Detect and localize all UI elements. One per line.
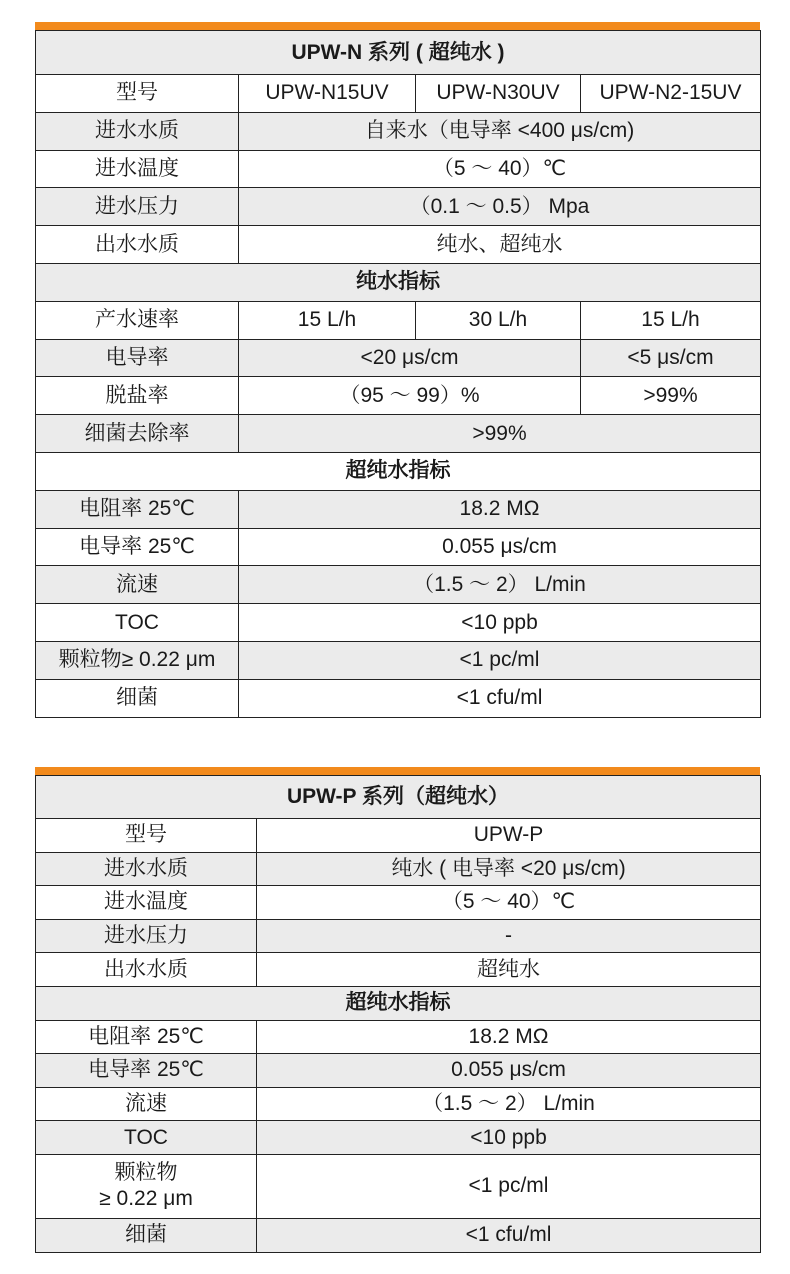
row-label: TOC xyxy=(36,604,239,642)
row-value: <1 pc/ml xyxy=(257,1154,761,1218)
model-n15uv: UPW-N15UV xyxy=(239,75,416,113)
row-value: 超纯水 xyxy=(257,953,761,987)
pure-water-section-header: 纯水指标 xyxy=(36,263,761,301)
row-label: 出水水质 xyxy=(36,226,239,264)
table-row xyxy=(36,490,761,528)
table-row xyxy=(36,1154,761,1218)
flow-rate-n30uv: 30 L/h xyxy=(416,301,581,339)
row-value: <1 cfu/ml xyxy=(257,1218,761,1252)
upw-p-spec-block xyxy=(35,767,760,1253)
particles-label xyxy=(36,1154,257,1218)
conductivity-value-b: <5 μs/cm xyxy=(581,339,761,377)
model-upw-p: UPW-P xyxy=(257,819,761,853)
table-row xyxy=(36,1087,761,1121)
table-row xyxy=(36,604,761,642)
row-value: <1 cfu/ml xyxy=(239,679,761,717)
row-value: 18.2 MΩ xyxy=(257,1020,761,1054)
row-label: 电导率 xyxy=(36,339,239,377)
ultra-pure-section-header: 超纯水指标 xyxy=(36,986,761,1020)
row-label: TOC xyxy=(36,1121,257,1155)
row-label: 进水温度 xyxy=(36,886,257,920)
row-label: 电阻率 25℃ xyxy=(36,490,239,528)
upw-n-spec-block xyxy=(35,22,760,718)
upw-n-accent-bar xyxy=(35,22,760,30)
table-row xyxy=(36,377,761,415)
table-row xyxy=(36,1020,761,1054)
row-label: 进水水质 xyxy=(36,112,239,150)
section-header-row xyxy=(36,452,761,490)
table-row xyxy=(36,188,761,226)
upw-p-title-row xyxy=(36,776,761,819)
section-header-row xyxy=(36,263,761,301)
table-row xyxy=(36,226,761,264)
conductivity-value-a: <20 μs/cm xyxy=(239,339,581,377)
ultra-pure-section-header: 超纯水指标 xyxy=(36,452,761,490)
table-row xyxy=(36,919,761,953)
model-label: 型号 xyxy=(36,75,239,113)
table-row xyxy=(36,339,761,377)
row-value: 自来水（电导率 <400 μs/cm) xyxy=(239,112,761,150)
row-value: （1.5 ～ 2） L/min xyxy=(239,566,761,604)
flow-rate-n2-15uv: 15 L/h xyxy=(581,301,761,339)
section-header-row xyxy=(36,986,761,1020)
upw-n-title-row xyxy=(36,31,761,75)
table-row xyxy=(36,886,761,920)
upw-p-model-row xyxy=(36,819,761,853)
upw-p-title: UPW-P 系列（超纯水） xyxy=(36,776,761,819)
row-label: 进水压力 xyxy=(36,188,239,226)
row-label: 进水温度 xyxy=(36,150,239,188)
row-value: 18.2 MΩ xyxy=(239,490,761,528)
row-label: 细菌 xyxy=(36,679,239,717)
particles-label-line1: 颗粒物 xyxy=(114,1161,178,1185)
row-value: （1.5 ～ 2） L/min xyxy=(257,1087,761,1121)
row-label: 流速 xyxy=(36,566,239,604)
row-label: 电阻率 25℃ xyxy=(36,1020,257,1054)
row-label: 流速 xyxy=(36,1087,257,1121)
row-value: - xyxy=(257,919,761,953)
model-n30uv: UPW-N30UV xyxy=(416,75,581,113)
row-value: （5 ～ 40）℃ xyxy=(239,150,761,188)
table-row xyxy=(36,953,761,987)
model-n2-15uv: UPW-N2-15UV xyxy=(581,75,761,113)
row-value: <10 ppb xyxy=(257,1121,761,1155)
table-row xyxy=(36,415,761,453)
row-value: 纯水 ( 电导率 <20 μs/cm) xyxy=(257,852,761,886)
row-label: 细菌去除率 xyxy=(36,415,239,453)
row-value: （5 ～ 40）℃ xyxy=(257,886,761,920)
row-label: 进水压力 xyxy=(36,919,257,953)
table-row xyxy=(36,150,761,188)
row-label: 颗粒物≥ 0.22 μm xyxy=(36,641,239,679)
row-label: 细菌 xyxy=(36,1218,257,1252)
upw-n-model-row xyxy=(36,75,761,113)
row-value: <10 ppb xyxy=(239,604,761,642)
table-row xyxy=(36,1218,761,1252)
row-value: 纯水、超纯水 xyxy=(239,226,761,264)
table-row xyxy=(36,112,761,150)
table-row xyxy=(36,1121,761,1155)
flow-rate-n15uv: 15 L/h xyxy=(239,301,416,339)
model-label: 型号 xyxy=(36,819,257,853)
table-row xyxy=(36,566,761,604)
row-label: 产水速率 xyxy=(36,301,239,339)
row-value: （0.1 ～ 0.5） Mpa xyxy=(239,188,761,226)
table-row xyxy=(36,641,761,679)
desalination-value-a: （95 ～ 99）% xyxy=(239,377,581,415)
particles-label-line2: ≥ 0.22 μm xyxy=(99,1187,193,1211)
row-value: <1 pc/ml xyxy=(239,641,761,679)
row-label: 脱盐率 xyxy=(36,377,239,415)
upw-p-spec-table xyxy=(35,775,761,1253)
table-row xyxy=(36,1054,761,1088)
upw-p-accent-bar xyxy=(35,767,760,775)
table-row xyxy=(36,528,761,566)
table-row xyxy=(36,679,761,717)
row-label: 电导率 25℃ xyxy=(36,1054,257,1088)
row-value: 0.055 μs/cm xyxy=(239,528,761,566)
table-row xyxy=(36,852,761,886)
desalination-value-b: >99% xyxy=(581,377,761,415)
upw-n-title: UPW-N 系列 ( 超纯水 ) xyxy=(36,31,761,75)
row-label: 电导率 25℃ xyxy=(36,528,239,566)
upw-n-spec-table xyxy=(35,30,761,718)
table-row xyxy=(36,301,761,339)
row-value: >99% xyxy=(239,415,761,453)
row-label: 出水水质 xyxy=(36,953,257,987)
row-label: 进水水质 xyxy=(36,852,257,886)
row-value: 0.055 μs/cm xyxy=(257,1054,761,1088)
